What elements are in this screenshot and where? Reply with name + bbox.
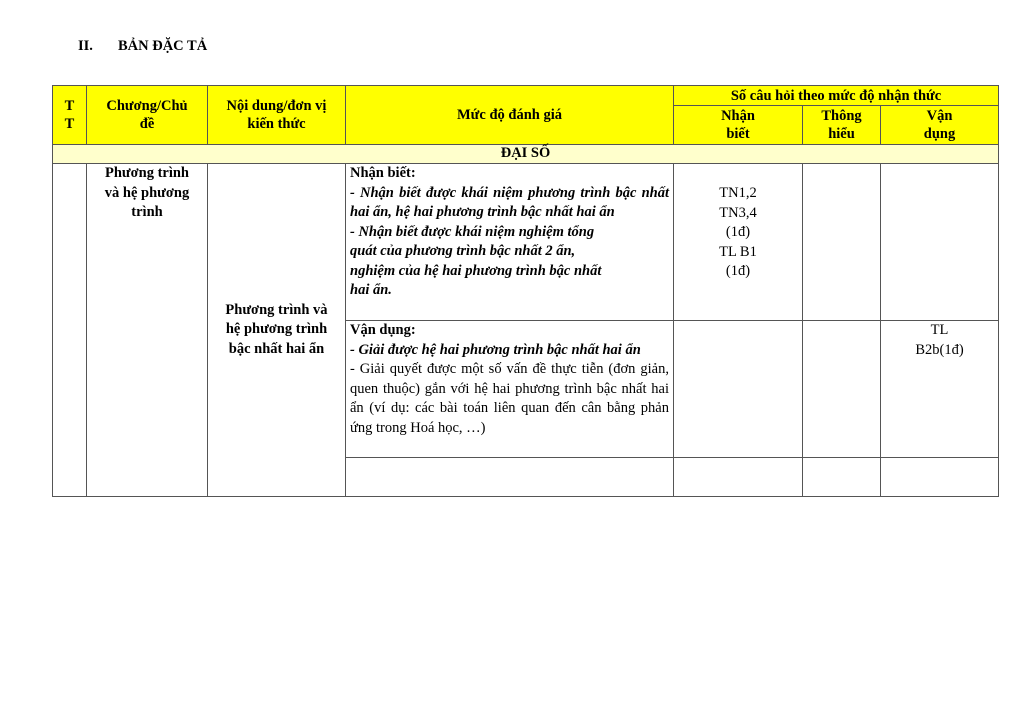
header-noidung: Nội dung/đơn vị kiến thức bbox=[208, 86, 346, 145]
tt-cell bbox=[53, 164, 87, 497]
header-socau: Số câu hỏi theo mức độ nhận thức bbox=[674, 86, 999, 106]
section-number: II. bbox=[78, 38, 93, 54]
mucdo-nhanbiet-cell: Nhận biết: - Nhận biết được khái niệm phương trình bậc nhất hai ẩn, hệ hai phương trình bậc nhất hai ẩn - Nhận biết được khái niệm nghiệm tổng quát của phương trình bậc nhất 2 ẩn, nghiệm của hệ hai phương trình bậc nhất hai ẩn. bbox=[346, 164, 674, 321]
header-nhanbiet: Nhận biết bbox=[674, 106, 803, 145]
vandung-item-1: - Giải được hệ hai phương trình bậc nhất hai ẩn bbox=[350, 341, 641, 358]
header-thonghieu: Thông hiểu bbox=[803, 106, 881, 145]
header-vandung: Vận dụng bbox=[881, 106, 999, 145]
header-chuong: Chương/Chủ đề bbox=[87, 86, 208, 145]
vandung-count-cell bbox=[881, 164, 999, 321]
nhanbiet-item-1: - Nhận biết được khái niệm phương trình bậc nhất hai ẩn, hệ hai phương trình bậc nhất hai ẩn bbox=[350, 184, 669, 220]
header-tt: T T bbox=[53, 86, 87, 145]
empty-cell bbox=[346, 458, 674, 497]
empty-cell bbox=[674, 458, 803, 497]
nhanbiet-count-cell: TN1,2 TN3,4 (1đ) TL B1 (1đ) bbox=[674, 164, 803, 321]
chuong-cell: Phương trình và hệ phương trình bbox=[87, 164, 208, 497]
empty-cell bbox=[803, 458, 881, 497]
nhanbiet-count-cell-2 bbox=[674, 321, 803, 458]
section-band: ĐẠI SỐ bbox=[53, 145, 999, 164]
header-mucdo: Mức độ đánh giá bbox=[346, 86, 674, 145]
vandung-title: Vận dụng: bbox=[350, 322, 416, 338]
section-heading bbox=[78, 38, 207, 55]
thonghieu-count-cell bbox=[803, 164, 881, 321]
thonghieu-count-cell-2 bbox=[803, 321, 881, 458]
vandung-item-2: - Giải quyết được một số vấn đề thực tiễn (đơn giản, quen thuộc) gắn với hệ hai phương trình bậc nhất hai ẩn (ví dụ: các bài toán liên quan đến cân bằng phản ứng trong Hoá học, …) bbox=[350, 361, 669, 436]
noidung-cell: Phương trình và hệ phương trình bậc nhất hai ẩn bbox=[208, 164, 346, 497]
empty-cell bbox=[881, 458, 999, 497]
section-title: BẢN ĐẶC TẢ bbox=[118, 38, 208, 54]
nhanbiet-title: Nhận biết: bbox=[350, 165, 416, 181]
spec-table bbox=[52, 85, 999, 497]
vandung-count-cell-2: TL B2b(1đ) bbox=[881, 321, 999, 458]
mucdo-vandung-cell bbox=[346, 321, 674, 458]
